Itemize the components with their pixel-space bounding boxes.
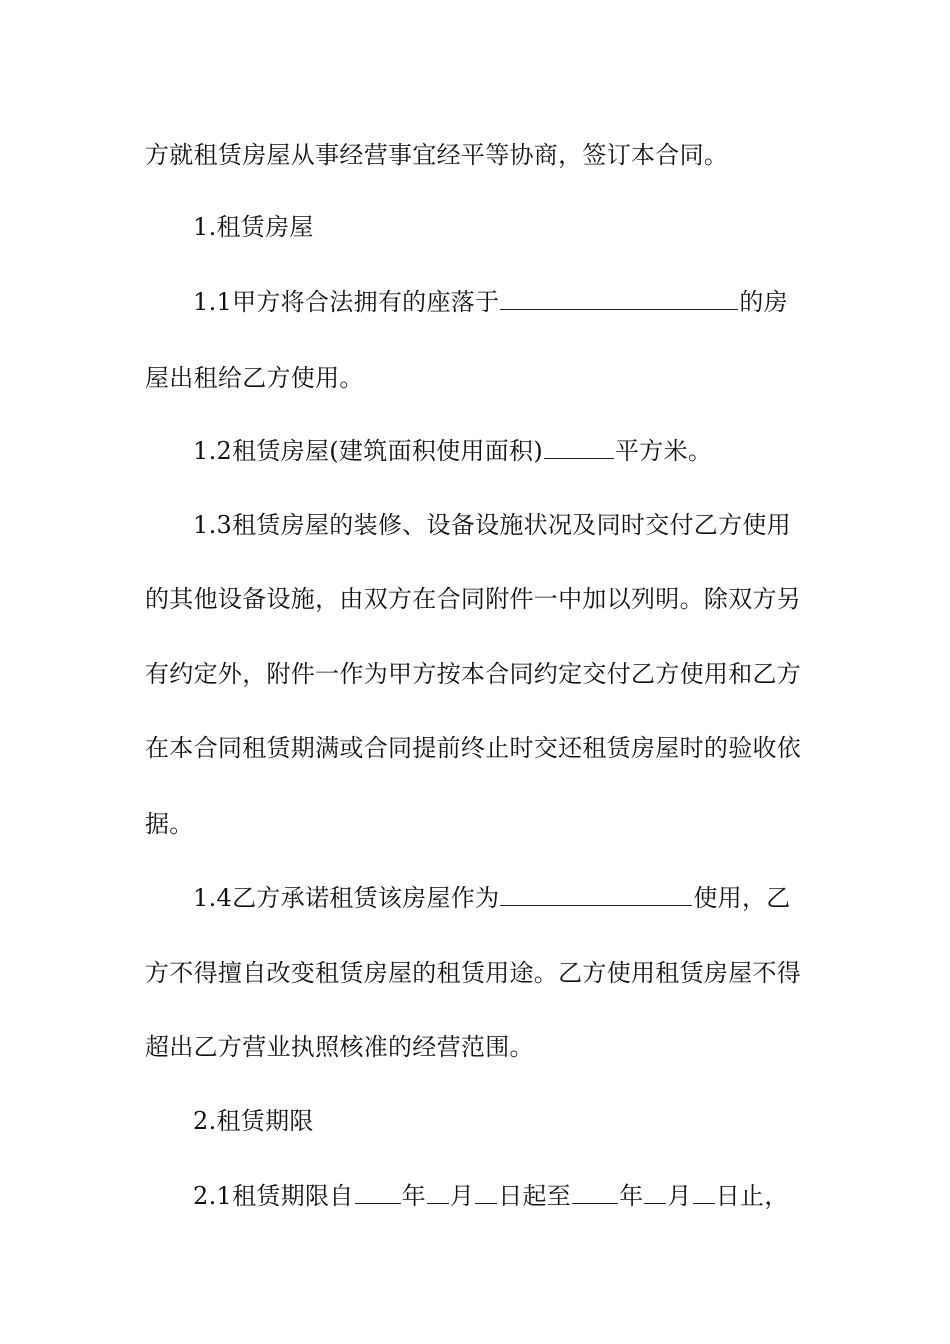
text-segment: 日起至 [498, 1182, 572, 1210]
clause-1-3-line-4 [145, 733, 810, 763]
text-segment: 的房 [739, 288, 788, 316]
text-segment: 1.2租赁房屋(建筑面积使用面积) [193, 437, 543, 465]
blank-area[interactable] [544, 436, 614, 459]
text-segment: 1.4乙方承诺租赁该房屋作为 [193, 884, 500, 912]
text-segment: 2.1租赁期限自 [193, 1182, 354, 1210]
text-segment: 年 [619, 1182, 644, 1210]
clause-1-4-line-1 [193, 883, 858, 913]
text-segment: 月 [667, 1182, 692, 1210]
text-segment: 据。 [145, 810, 194, 838]
clause-1-3-line-1 [193, 510, 858, 540]
blank-end-month[interactable] [644, 1181, 666, 1204]
clause-1-4-line-2 [145, 958, 810, 988]
clause-1-3-line-5 [145, 809, 810, 839]
text-segment: 年 [401, 1182, 426, 1210]
text-segment: 日止， [715, 1182, 789, 1210]
clause-1-1-line-2 [145, 363, 810, 393]
text-segment: 的其他设备设施，由双方在合同附件一中加以列明。除双方另 [145, 585, 802, 613]
clause-1-3-line-2 [145, 584, 810, 614]
clause-2-1-line-1 [193, 1181, 858, 1211]
clause-1-3-line-3 [145, 659, 810, 689]
blank-usage[interactable] [500, 883, 692, 906]
blank-location[interactable] [500, 287, 738, 310]
section-heading-1 [193, 212, 858, 242]
text-segment: 2.租赁期限 [193, 1107, 314, 1135]
text-segment: 1.租赁房屋 [193, 213, 314, 241]
clause-1-2 [193, 436, 858, 466]
blank-start-year[interactable] [355, 1181, 401, 1204]
paragraph-line-1 [145, 140, 810, 170]
text-segment: 1.1甲方将合法拥有的座落于 [193, 288, 500, 316]
text-segment: 月 [449, 1182, 475, 1210]
text-segment: 在本合同租赁期满或合同提前终止时交还租赁房屋时的验收依 [145, 734, 802, 762]
blank-start-day[interactable] [475, 1181, 497, 1204]
blank-start-month[interactable] [427, 1181, 449, 1204]
text-segment: 平方米。 [615, 437, 713, 465]
text-segment: 方不得擅自改变租赁房屋的租赁用途。乙方使用租赁房屋不得 [145, 959, 802, 987]
blank-end-day[interactable] [693, 1181, 715, 1204]
text-segment: 1.3租赁房屋的装修、设备设施状况及同时交付乙方使用 [193, 511, 791, 539]
clause-1-1-line-1 [193, 287, 858, 317]
blank-end-year[interactable] [572, 1181, 618, 1204]
text-segment: 屋出租给乙方使用。 [145, 364, 364, 392]
section-heading-2 [193, 1106, 858, 1136]
text-segment: 有约定外，附件一作为甲方按本合同约定交付乙方使用和乙方 [145, 660, 802, 688]
text-segment: 方就租赁房屋从事经营事宜经平等协商，签订本合同。 [145, 141, 729, 169]
text-segment: 超出乙方营业执照核准的经营范围。 [145, 1033, 534, 1061]
clause-1-4-line-3 [145, 1032, 810, 1062]
text-segment: 使用，乙 [693, 884, 791, 912]
